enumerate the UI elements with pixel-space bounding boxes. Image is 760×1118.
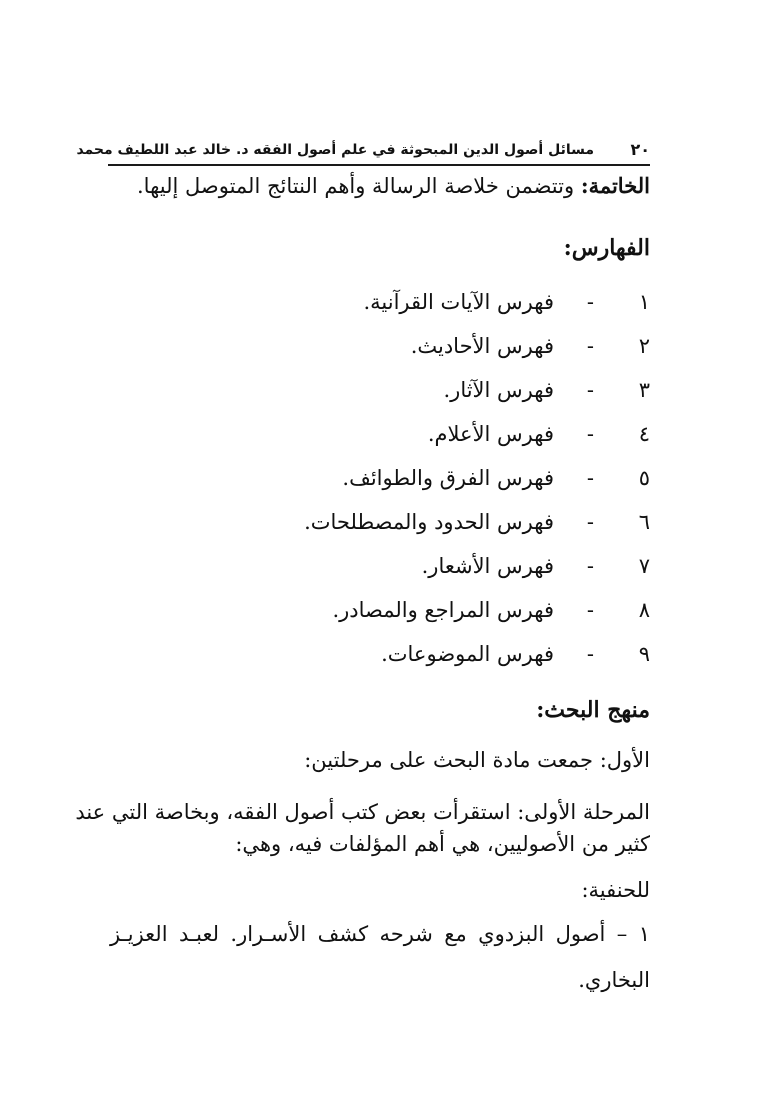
- header-rule: [108, 164, 650, 166]
- list-item-number: ٤: [638, 422, 650, 446]
- list-item-number: ٧: [638, 554, 650, 578]
- running-header: [76, 138, 650, 162]
- list-item: [110, 286, 650, 318]
- conclusion-text: وتتضمن خلاصة الرسالة وأهم النتائج المتوصل إليها.: [137, 174, 581, 198]
- list-item-text: فهرس الفرق والطوائف.: [342, 466, 554, 490]
- list-item-dash: -: [586, 422, 594, 446]
- list-item-dash: -: [586, 334, 594, 358]
- list-item: [110, 374, 650, 406]
- conclusion-label: الخاتمة:: [580, 173, 650, 198]
- item1-line2: البخاري.: [578, 968, 650, 992]
- list-item: [110, 638, 650, 670]
- list-item-number: ٩: [638, 642, 650, 666]
- list-item-dash: -: [586, 510, 594, 534]
- list-item-text: فهرس المراجع والمصادر.: [332, 598, 554, 622]
- method-heading: منهج البحث:: [536, 697, 650, 723]
- list-item-dash: -: [586, 598, 594, 622]
- list-item-text: فهرس الأشعار.: [421, 554, 554, 578]
- method-first-stage: الأول: جمعت مادة البحث على مرحلتين:: [304, 748, 650, 772]
- list-item-text: فهرس الآيات القرآنية.: [363, 290, 554, 314]
- list-item: [110, 418, 650, 450]
- list-item-number: ٨: [638, 598, 650, 622]
- list-item-dash: -: [586, 290, 594, 314]
- list-item-dash: -: [586, 466, 594, 490]
- list-item-dash: -: [586, 378, 594, 402]
- list-item-number: ٦: [638, 510, 650, 534]
- list-item-text: فهرس الأعلام.: [427, 422, 554, 446]
- header-title: مسائل أصول الدين المبحوثة في علم أصول الفقه د. خالد عبد اللطيف محمد: [76, 142, 594, 158]
- conclusion-paragraph: [137, 170, 650, 202]
- stage1-line2: كثير من الأصوليين، هي أهم المؤلفات فيه، وهي:: [235, 832, 650, 856]
- list-item: [110, 594, 650, 626]
- list-item: [110, 506, 650, 538]
- page-number: ٢٠: [630, 140, 650, 159]
- list-item-number: ٥: [638, 466, 650, 490]
- list-item-text: فهرس الأحاديث.: [410, 334, 554, 358]
- list-item-text: فهرس الموضوعات.: [381, 642, 554, 666]
- indexes-heading: الفهارس:: [563, 235, 650, 261]
- list-item-text: فهرس الحدود والمصطلحات.: [304, 510, 554, 534]
- stage1-line1: المرحلة الأولى: استقرأت بعض كتب أصول الفقه، وبخاصة التي عند: [75, 800, 650, 824]
- hanafi-label: للحنفية:: [581, 878, 650, 902]
- list-item: [110, 330, 650, 362]
- list-item-text: فهرس الآثار.: [443, 378, 554, 402]
- item1-line1: ١ – أصول البزدوي مع شرحه كشف الأسـرار. لعبـد العزيـز: [110, 922, 650, 946]
- list-item: [110, 462, 650, 494]
- list-item-number: ٢: [638, 334, 650, 358]
- list-item-dash: -: [586, 554, 594, 578]
- list-item-dash: -: [586, 642, 594, 666]
- list-item-number: ١: [638, 290, 650, 314]
- list-item-number: ٣: [638, 378, 650, 402]
- list-item: [110, 550, 650, 582]
